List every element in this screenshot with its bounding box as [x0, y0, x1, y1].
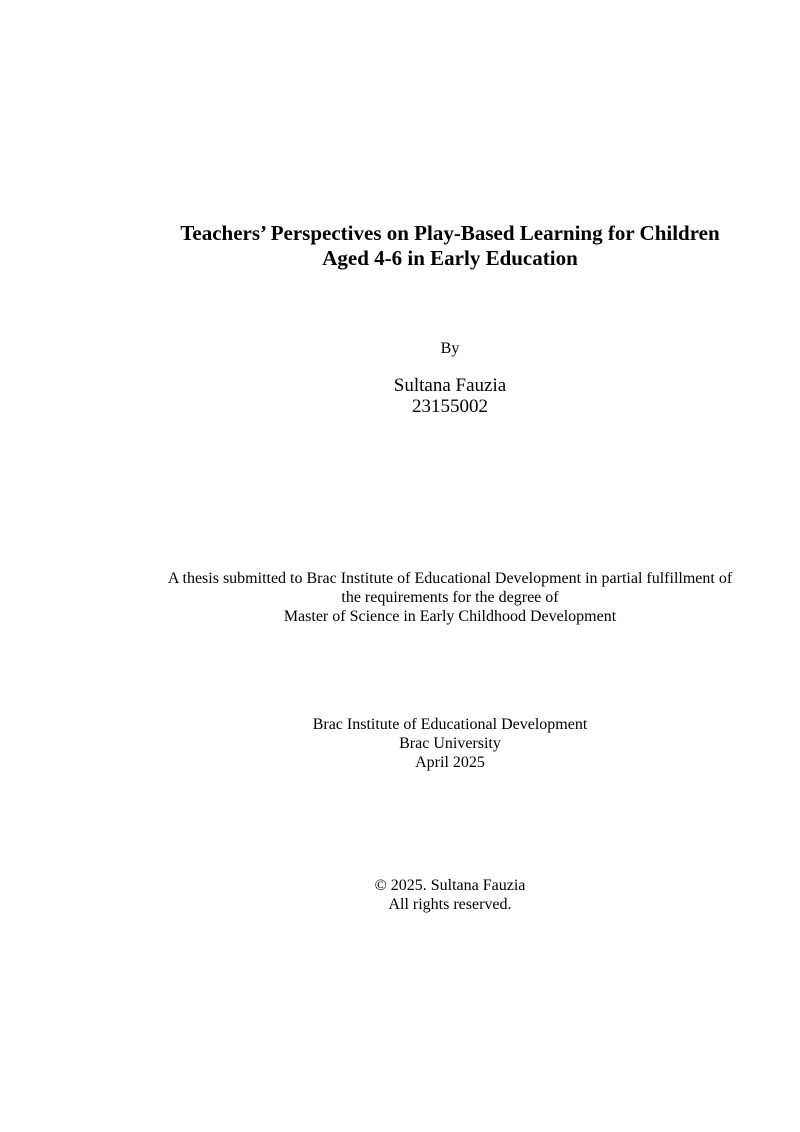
university-name: Brac University [399, 735, 501, 752]
thesis-title [50, 221, 800, 271]
by-label-text: By [440, 340, 460, 357]
copyright-notice: © 2025. Sultana Fauzia [374, 877, 526, 894]
submission-statement-line-2: the requirements for the degree of [341, 589, 559, 606]
thesis-title-line-1: Teachers’ Perspectives on Play-Based Learning for Children [180, 221, 720, 245]
institution-block [50, 715, 800, 772]
copyright-block [50, 876, 800, 914]
submission-date: April 2025 [415, 754, 485, 771]
thesis-title-line-2: Aged 4-6 in Early Education [322, 246, 578, 270]
author-name: Sultana Fauzia [393, 375, 507, 396]
institute-name: Brac Institute of Educational Development [312, 716, 588, 733]
submission-statement [50, 569, 800, 626]
author-block [50, 375, 800, 417]
rights-reserved: All rights reserved. [388, 896, 512, 913]
degree-name: Master of Science in Early Childhood Development [283, 608, 617, 625]
student-id: 23155002 [412, 396, 488, 417]
submission-statement-line-1: A thesis submitted to Brac Institute of Educational Development in partial fulfillment of [167, 570, 733, 587]
by-label [50, 339, 800, 359]
